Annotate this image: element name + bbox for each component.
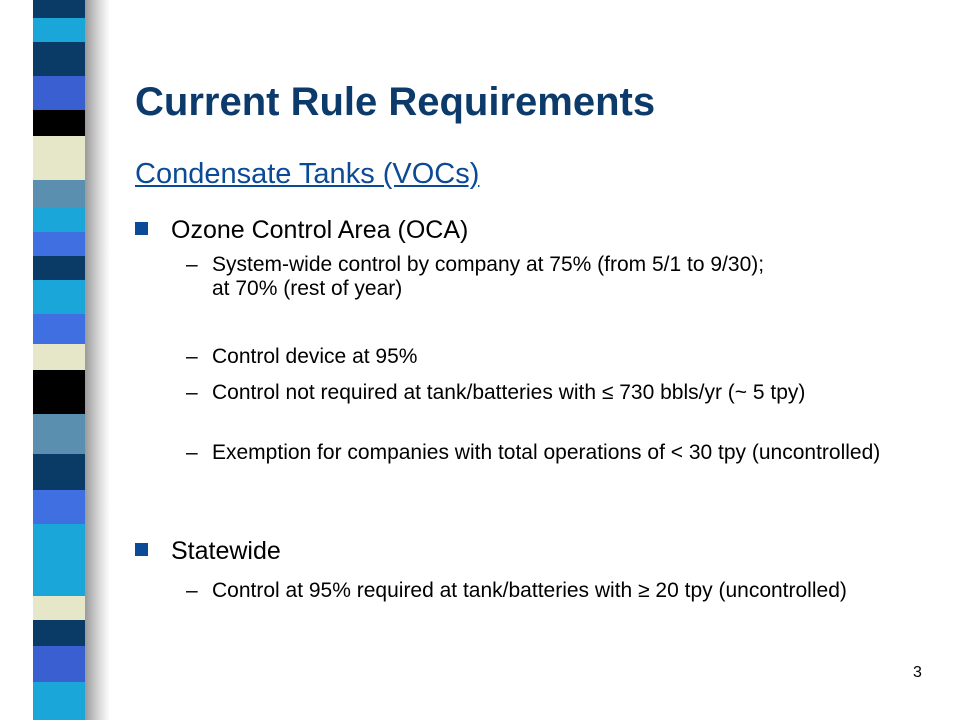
stripe-block [33,208,85,232]
bullet-heading: Statewide [171,537,281,565]
stripe-block [33,370,85,414]
sub-item-text: Control at 95% required at tank/batteries with ≥ 20 tpy (uncontrolled) [212,579,847,602]
stripe-block [33,620,85,646]
stripe-block [33,454,85,490]
page-number: 3 [913,664,922,681]
stripe-block [33,344,85,370]
bullet-oca [135,216,468,245]
stripe-block [33,596,85,620]
dash-marker: – [186,381,198,404]
sub-item-text: Control not required at tank/batteries with ≤ 730 bbls/yr (~ 5 tpy) [212,381,806,404]
sub-item [186,253,906,301]
sub-item [186,345,906,369]
stripe-block [33,646,85,682]
stripe-block [33,314,85,344]
decorative-stripe [0,0,85,720]
sub-item-text: Exemption for companies with total operations of < 30 tpy (uncontrolled) [212,441,881,464]
dash-marker: – [186,345,198,368]
stripe-block [33,490,85,524]
stripe-block [33,256,85,280]
sub-item [186,381,906,405]
stripe-block [33,564,85,596]
stripe-block [33,76,85,110]
stripe-block [33,414,85,454]
dash-marker: – [186,441,198,464]
sub-item [186,579,906,603]
stripe-block [33,18,85,42]
stripe-block [33,42,85,76]
dash-marker: – [186,579,198,602]
stripe-block [33,0,85,18]
stripe-block [33,280,85,314]
slide-subtitle[interactable]: Condensate Tanks (VOCs) [135,158,480,190]
bullet-statewide [135,537,281,566]
stripe-block [33,136,85,180]
sub-item-text: System-wide control by company at 75% (from 5/1 to 9/30); at 70% (rest of year) [212,253,765,300]
sub-item [186,441,906,465]
square-bullet-icon [135,222,148,235]
stripe-block [33,232,85,256]
slide-title: Current Rule Requirements [135,80,656,124]
bullet-heading: Ozone Control Area (OCA) [171,216,469,244]
dash-marker: – [186,253,198,276]
stripe-block [33,180,85,208]
stripe-shadow [85,0,110,720]
stripe-block [33,110,85,136]
sub-item-text: Control device at 95% [212,345,418,368]
square-bullet-icon [135,543,148,556]
stripe-block [33,682,85,720]
stripe-block [33,524,85,564]
